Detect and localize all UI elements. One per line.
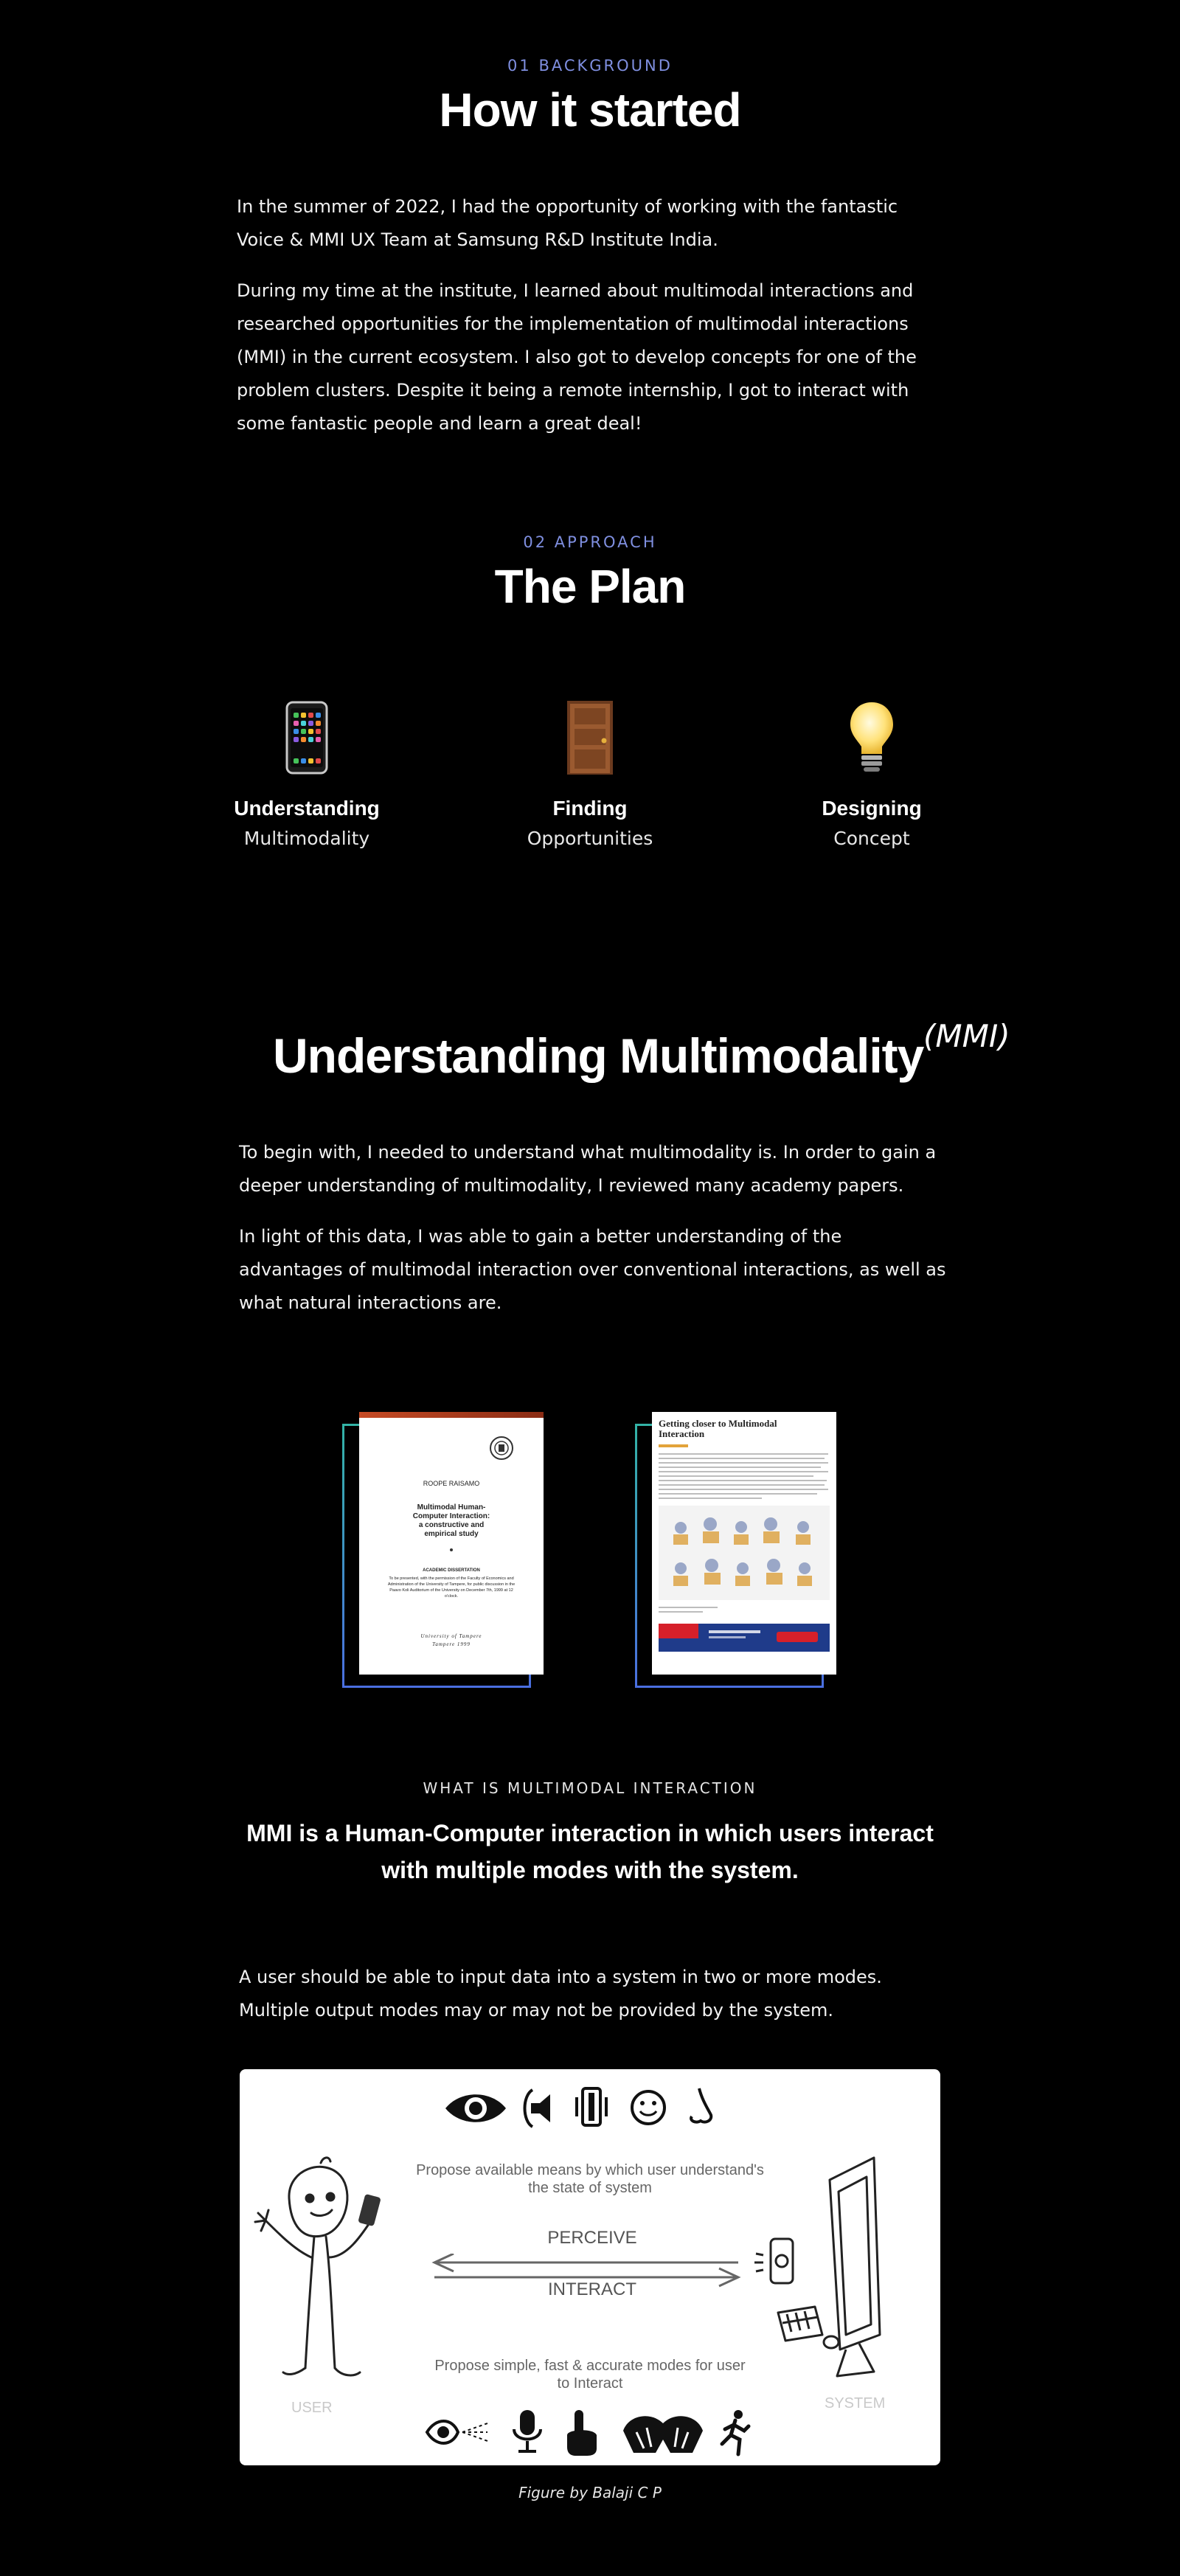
perceive-label: PERCEIVE [547,2228,637,2248]
article-title: Getting closer to Multimodal Interaction [659,1418,777,1439]
smiley-face-icon [632,2091,664,2124]
speaker-icon [525,2090,551,2127]
system-illustration [749,2150,926,2386]
paper-title: Multimodal Human-Computer Interaction: a constructive and empirical study [412,1503,490,1538]
figure-top-text: Propose available means by which user understand's the state of system [416,2162,764,2196]
approach-eyebrow: 02 APPROACH [523,533,657,551]
interact-label: INTERACT [548,2279,636,2299]
university-seal-icon [489,1436,514,1461]
vibration-icon [575,2088,608,2125]
paper-header-bar [359,1412,544,1418]
mmi-eyebrow: WHAT IS MULTIMODAL INTERACTION [423,1779,757,1797]
nose-icon [691,2088,711,2122]
figure-bottom-text: Propose simple, fast & accurate modes for user to Interact [434,2358,746,2392]
understanding-title: Understanding Multimodality [273,1028,924,1083]
article-meta-bar [659,1444,688,1447]
paper-author: ROOPE RAISAMO [423,1480,480,1487]
mmi-handwritten-tag: (MMI) [923,1018,1010,1054]
door-icon [479,693,701,782]
background-paragraph-2: During my time at the institute, I learned about multimodal interactions and researched opportunities for the implementation of multimodal interactions (MMI) in the current ecosystem. I also got to develop concepts for one of the problem clusters. Despite it being a remote internship, I got to interact with some fantastic people and learn a great deal! [237,280,917,434]
plan-item-understanding [196,693,417,849]
system-label: SYSTEM [825,2395,886,2411]
plan-item-subtitle: Concept [833,828,910,849]
paper-bullet [450,1548,453,1551]
output-modes-icons [442,2082,752,2134]
mmi-paragraph: A user should be able to input data into a system in two or more modes. Multiple output modes may or may not be provided by the system. [239,1967,882,2021]
paper-body: To be presented, with the permission of the Faculty of Economics and Administration of the University of Tampere, for public discussion in the Paavo Koli Auditorium of the University on December 7th, 1999 at 12 o'clock. [387,1576,516,1599]
plan-item-designing [761,693,982,849]
hand-gesture-icon [623,2416,703,2453]
plan-item-subtitle: Multimodality [243,828,370,849]
background-paragraph-1: In the summer of 2022, I had the opportunity of working with the fantastic Voice & MMI UX Team at Samsung R&D Institute India. [237,196,898,250]
paper-footer-university: University of Tampere [420,1633,482,1639]
plan-item-title: Understanding [234,797,380,820]
background-title: How it started [439,83,741,136]
paper-dissertation-label: ACADEMIC DISSERTATION [423,1568,480,1573]
touch-gesture-icon [567,2410,597,2456]
plan-item-finding [479,693,701,849]
approach-title: The Plan [494,560,686,613]
plan-item-title: Designing [822,797,922,820]
paper-thumbnail-raisamo[interactable] [359,1412,544,1675]
microphone-icon [514,2410,541,2453]
background-eyebrow: 01 BACKGROUND [507,57,673,75]
paper-thumbnail-article[interactable] [652,1412,836,1675]
plan-item-subtitle: Opportunities [527,828,653,849]
mmi-figure [240,2069,940,2465]
figure-caption: Figure by Balaji C P [518,2484,662,2501]
mmi-statement: MMI is a Human-Computer interaction in which users interact with multiple modes with the system. [246,1820,934,1883]
article-content-preview [659,1450,830,1672]
running-person-icon [722,2410,749,2454]
input-modes-icons [424,2407,763,2459]
eye-icon [445,2094,506,2122]
understanding-paragraph-1: To begin with, I needed to understand what multimodality is. In order to gain a deeper understanding of multimodality, I reviewed many academy papers. [239,1142,937,1196]
paper-footer-place: Tampere 1999 [432,1641,471,1647]
user-label: USER [291,2400,333,2416]
plan-item-title: Finding [552,797,628,820]
understanding-paragraph-2: In light of this data, I was able to gain a better understanding of the advantages of multimodal interaction over conventional interactions, as well as what natural interactions are. [239,1226,946,1313]
eye-gaze-icon [427,2421,487,2443]
phone-icon [196,693,417,782]
user-illustration [243,2154,420,2405]
lightbulb-icon [761,693,982,782]
